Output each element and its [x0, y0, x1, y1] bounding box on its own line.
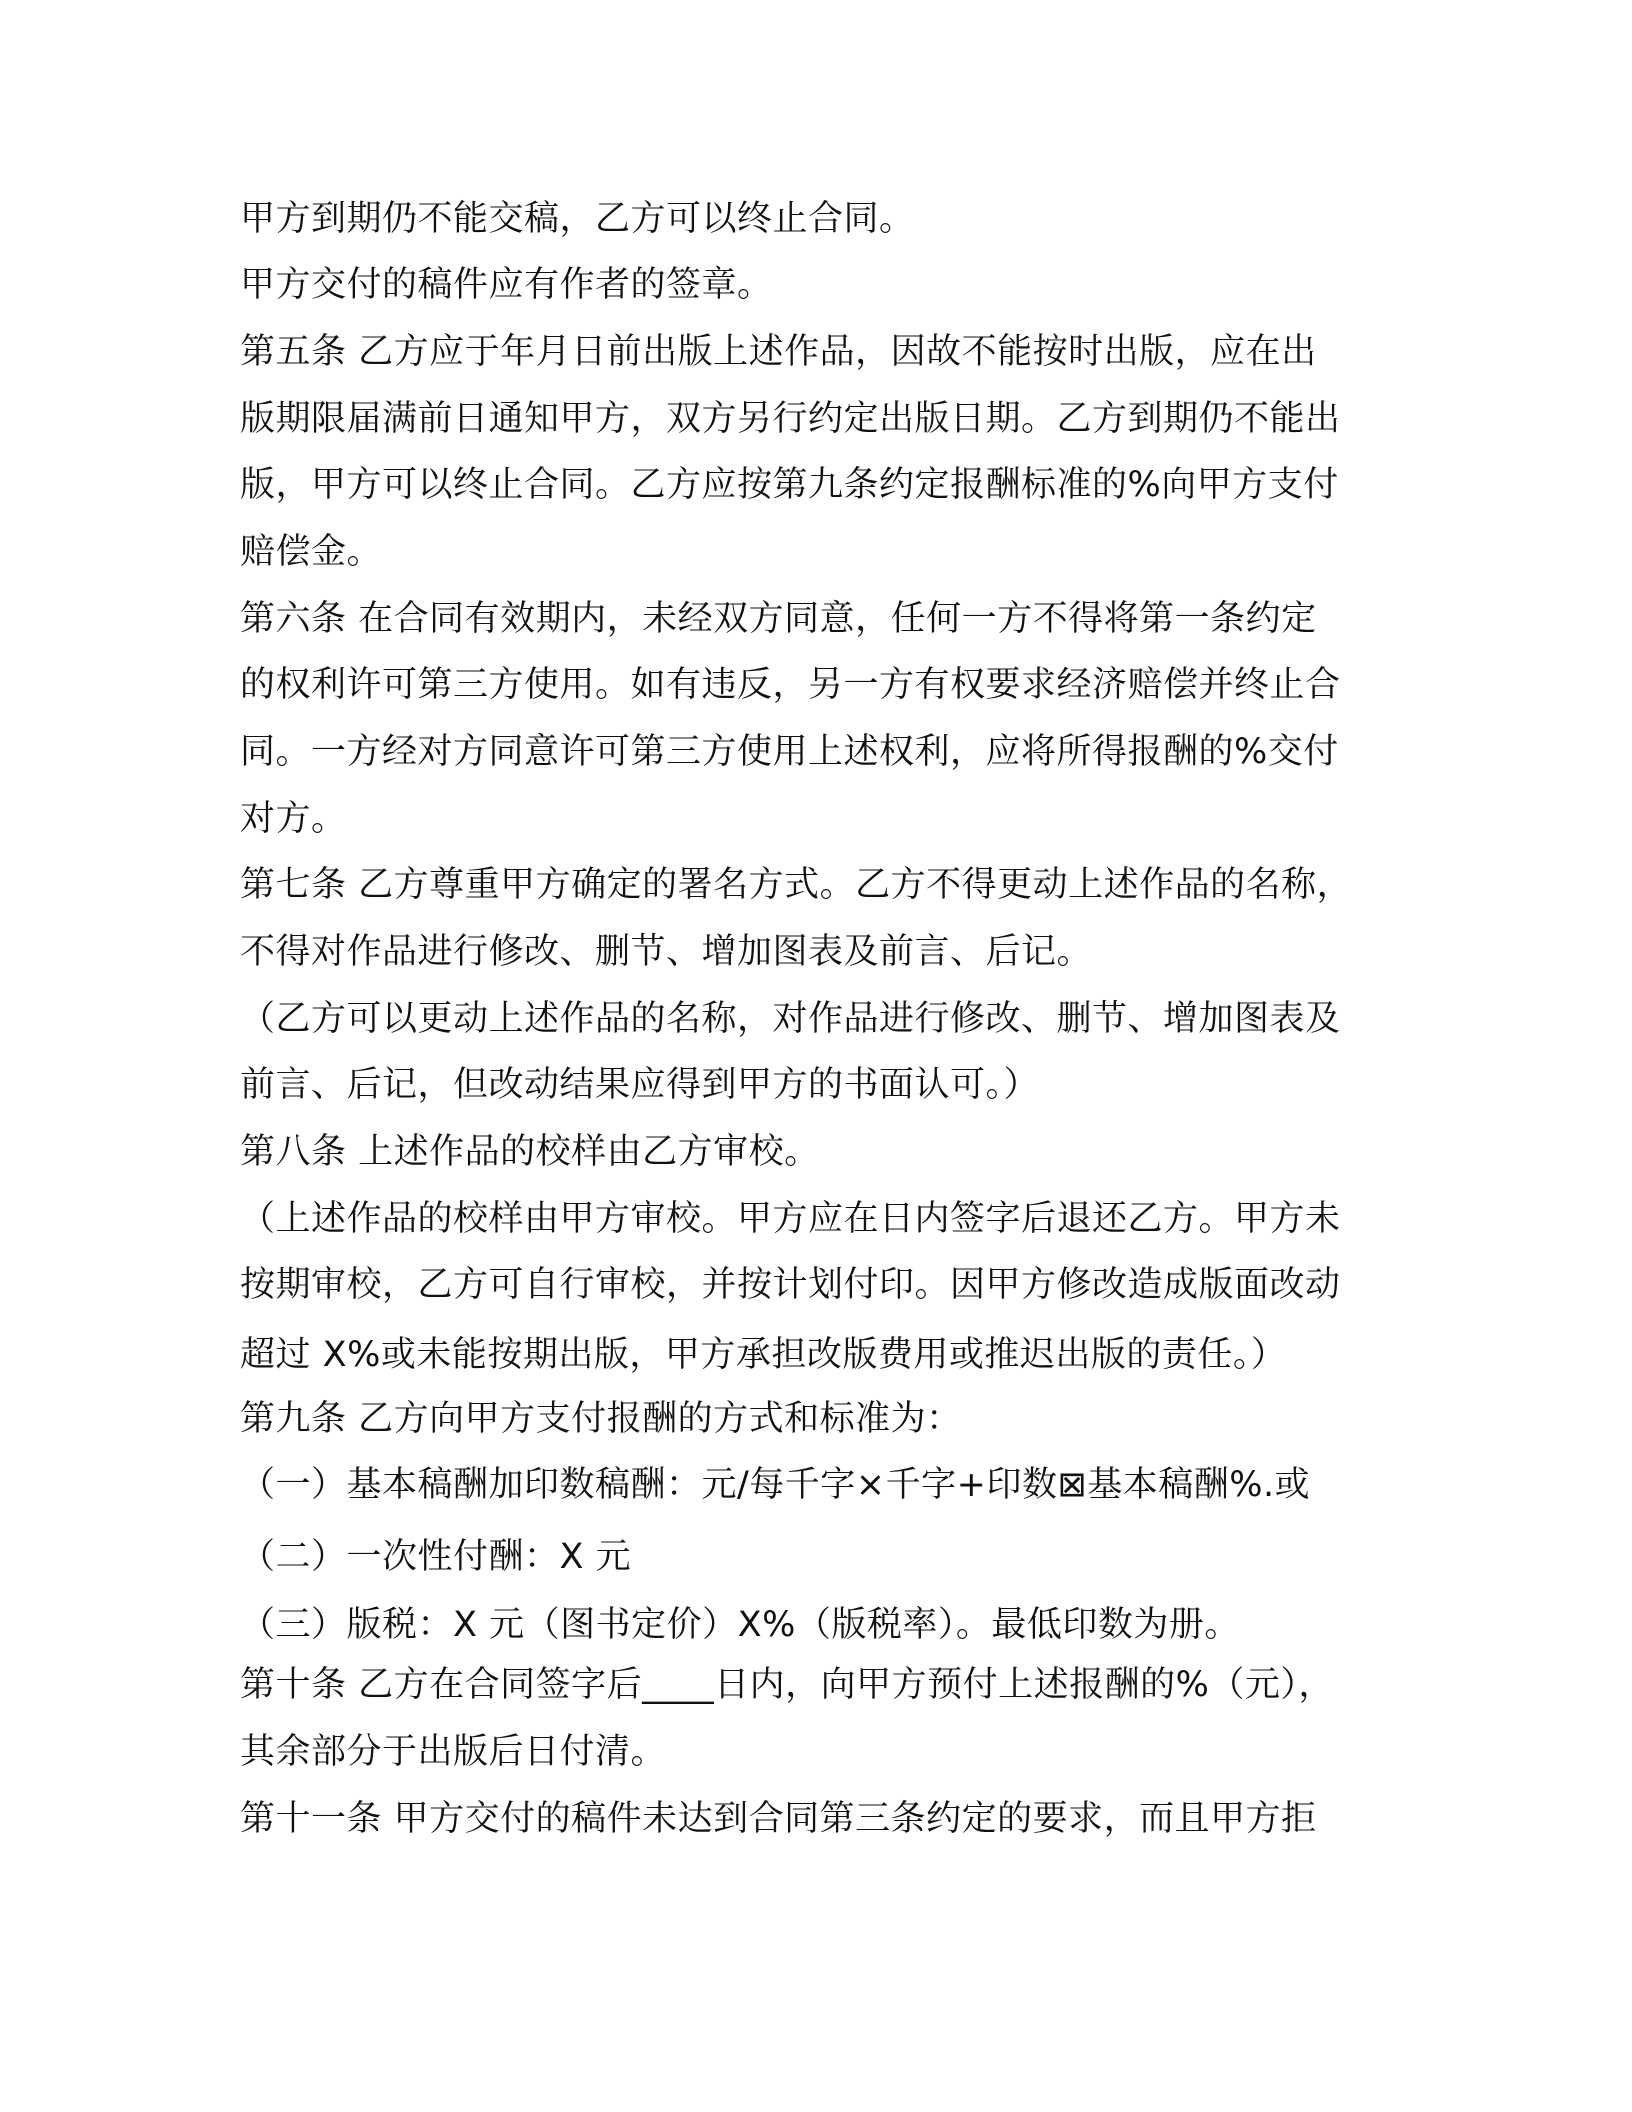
- text-line: （二）一次性付酬：X 元: [240, 1537, 632, 1577]
- text-line: 版期限届满前日通知甲方，双方另行约定出版日期。乙方到期仍不能出: [240, 399, 1341, 439]
- text-line: 甲方交付的稿件应有作者的签章。: [240, 265, 773, 305]
- text-line: 其余部分于出版后日付清。: [240, 1732, 667, 1772]
- text-line: 赔偿金。: [240, 532, 383, 572]
- text-line: （上述作品的校样由甲方审校。甲方应在日内签字后退还乙方。甲方未: [240, 1199, 1341, 1239]
- text-line: （一）基本稿酬加印数稿酬：元/每千字×千字+印数⊠基本稿酬%.或: [240, 1465, 1311, 1505]
- text-line: 第十一条 甲方交付的稿件未达到合同第三条约定的要求，而且甲方拒: [240, 1799, 1317, 1839]
- text-line: 第五条 乙方应于年月日前出版上述作品，因故不能按时出版，应在出: [240, 332, 1317, 372]
- text-line: 前言、后记，但改动结果应得到甲方的书面认可。）: [240, 1065, 1040, 1105]
- text-line: 版，甲方可以终止合同。乙方应按第九条约定报酬标准的%向甲方支付: [240, 465, 1339, 505]
- text-line: 对方。: [240, 799, 347, 839]
- text-line: （乙方可以更动上述作品的名称，对作品进行修改、删节、增加图表及: [240, 999, 1341, 1039]
- text-line: 第八条 上述作品的校样由乙方审校。: [240, 1132, 820, 1172]
- text-line: 第九条 乙方向甲方支付报酬的方式和标准为：: [240, 1399, 962, 1439]
- text-line: 按期审校，乙方可自行审校，并按计划付印。因甲方修改造成版面改动: [240, 1265, 1341, 1305]
- text-line: 不得对作品进行修改、删节、增加图表及前言、后记。: [240, 932, 1093, 972]
- text-line: （三）版税：X 元（图书定价）X%（版税率）。最低印数为册。: [240, 1605, 1240, 1645]
- text-line: 同。一方经对方同意许可第三方使用上述权利，应将所得报酬的%交付: [240, 732, 1339, 772]
- text-line: 第七条 乙方尊重甲方确定的署名方式。乙方不得更动上述作品的名称，: [240, 865, 1353, 905]
- text-line: 第六条 在合同有效期内，未经双方同意，任何一方不得将第一条约定: [240, 599, 1317, 639]
- text-line: 超过 X%或未能按期出版，甲方承担改版费用或推迟出版的责任。）: [240, 1335, 1287, 1375]
- text-line: 第十条 乙方在合同签字后____日内，向甲方预付上述报酬的%（元），: [240, 1665, 1334, 1705]
- text-line: 甲方到期仍不能交稿，乙方可以终止合同。: [240, 199, 915, 239]
- text-line: 的权利许可第三方使用。如有违反，另一方有权要求经济赔偿并终止合: [240, 665, 1341, 705]
